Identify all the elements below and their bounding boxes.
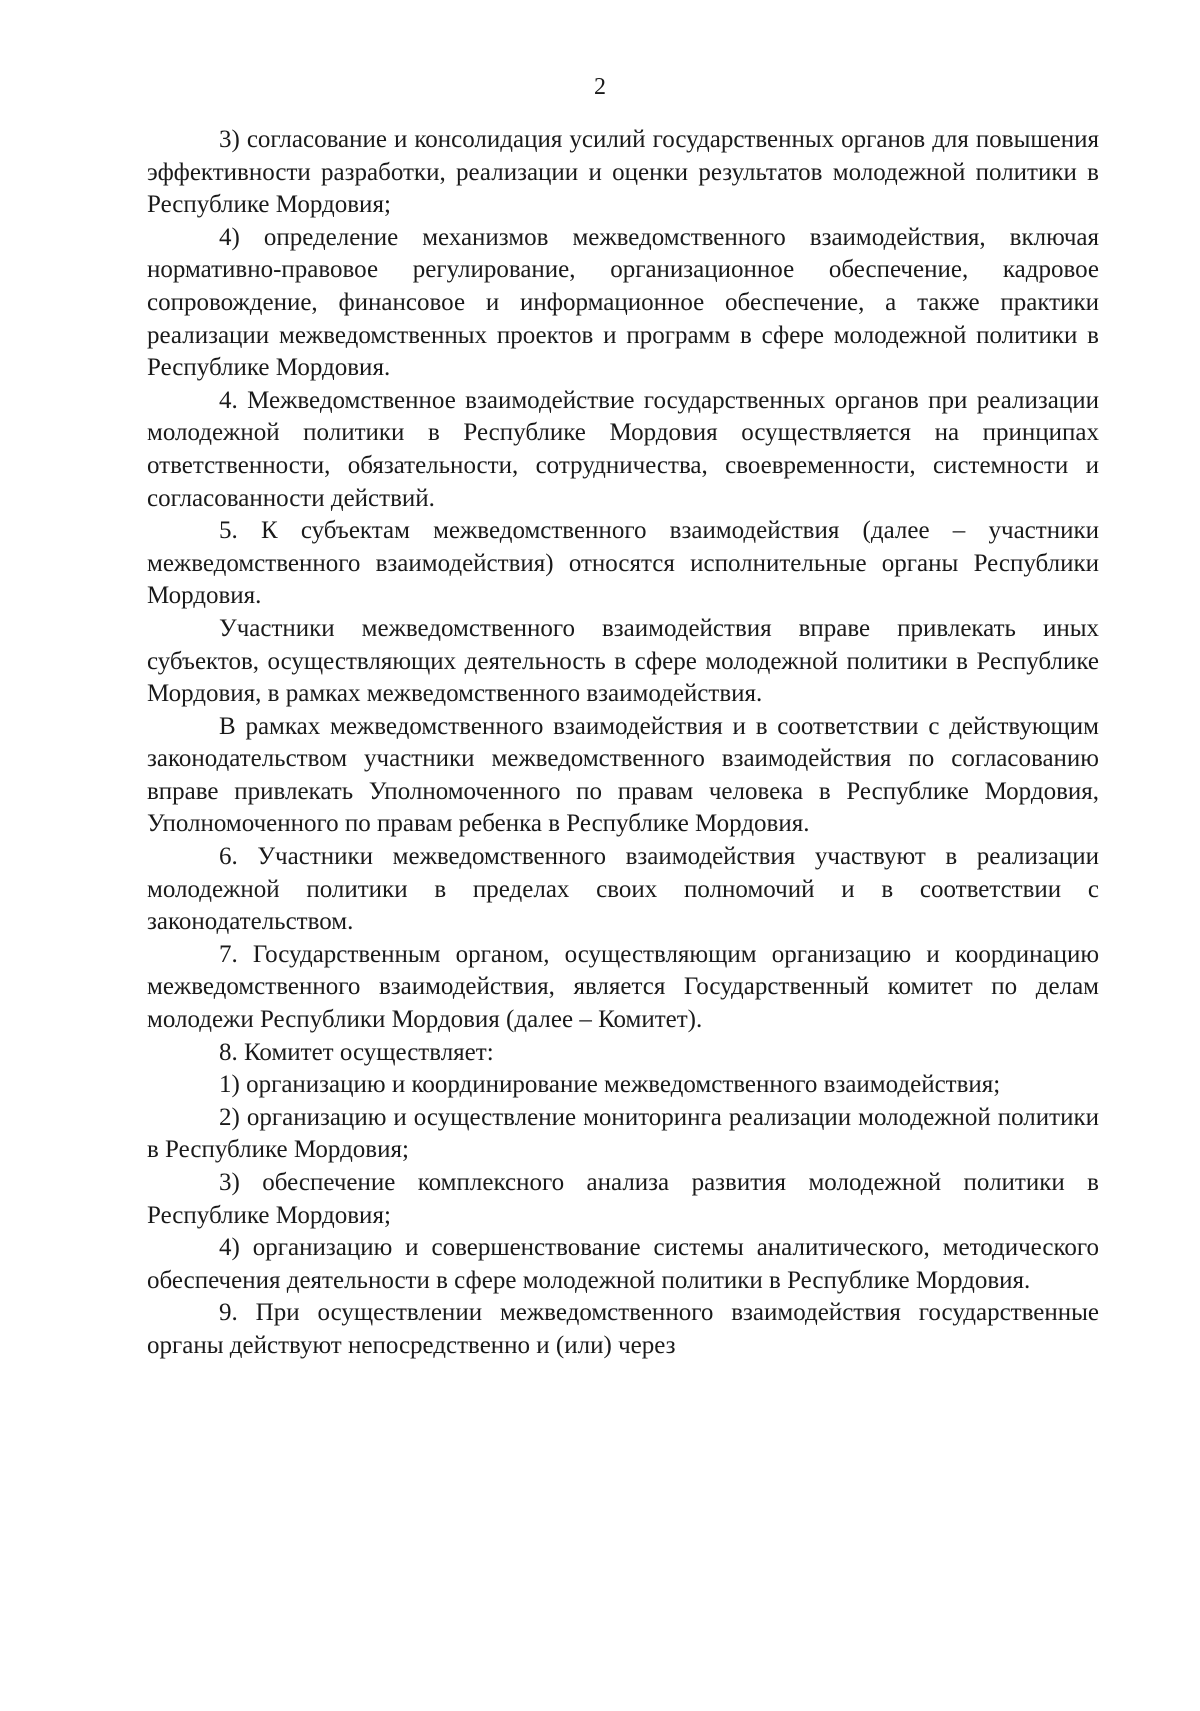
paragraph: 7. Государственным органом, осуществляющим организацию и координацию межведомственного взаимодействия, является Государственный комитет по делам молодежи Республики Мордовия (далее – Комитет). bbox=[147, 940, 1099, 1034]
paragraph: 1) организацию и координирование межведомственного взаимодействия; bbox=[219, 1071, 1001, 1099]
paragraph: В рамках межведомственного взаимодействия и в соответствии с действующим законодательством участники межведомственного взаимодействия по согласованию вправе привлекать Уполномоченного по правам человека в Республике Мордовия, Уполномоченного по правам ребенка в Республике Мордовия. bbox=[147, 712, 1099, 838]
paragraph: 2) организацию и осуществление мониторинга реализации молодежной политики в Республике Мордовия; bbox=[147, 1103, 1099, 1164]
paragraph: 5. К субъектам межведомственного взаимодействия (далее – участники межведомственного взаимодействия) относятся исполнительные органы Республики Мордовия. bbox=[147, 517, 1099, 610]
document-body bbox=[147, 124, 1099, 1363]
page-number: 2 bbox=[594, 74, 606, 100]
paragraph: 9. При осуществлении межведомственного взаимодействия государственные органы действуют непосредственно и (или) через bbox=[147, 1299, 1099, 1359]
paragraph: 3) обеспечение комплексного анализа развития молодежной политики в Республике Мордовия; bbox=[147, 1169, 1099, 1229]
paragraph: 4) определение механизмов межведомственного взаимодействия, включая нормативно-правовое регулирование, организационное обеспечение, кадровое сопровождение, финансовое и информационное обеспечение, а также практики реализации межведомственных проектов и программ в сфере молодежной политики в Республике Мордовия. bbox=[147, 223, 1099, 382]
paragraph: 6. Участники межведомственного взаимодействия участвуют в реализации молодежной политики в пределах своих полномочий и в соответствии с законодательством. bbox=[147, 843, 1099, 936]
paragraph: 4) организацию и совершенствование системы аналитического, методического обеспечения деятельности в сфере молодежной политики в Республике Мордовия. bbox=[147, 1234, 1099, 1294]
paragraph: 3) согласование и консолидация усилий государственных органов для повышения эффективности разработки, реализации и оценки результатов молодежной политики в Республике Мордовия; bbox=[147, 126, 1099, 219]
paragraph: Участники межведомственного взаимодействия вправе привлекать иных субъектов, осуществляющих деятельность в сфере молодежной политики в Республике Мордовия, в рамках межведомственного взаимодействия. bbox=[147, 614, 1099, 708]
paragraph: 8. Комитет осуществляет: bbox=[219, 1038, 494, 1066]
paragraph: 4. Межведомственное взаимодействие государственных органов при реализации молодежной политики в Республике Мордовия осуществляется на принципах ответственности, обязательности, сотрудничества, своевременности, системности и согласованности действий. bbox=[147, 386, 1099, 512]
